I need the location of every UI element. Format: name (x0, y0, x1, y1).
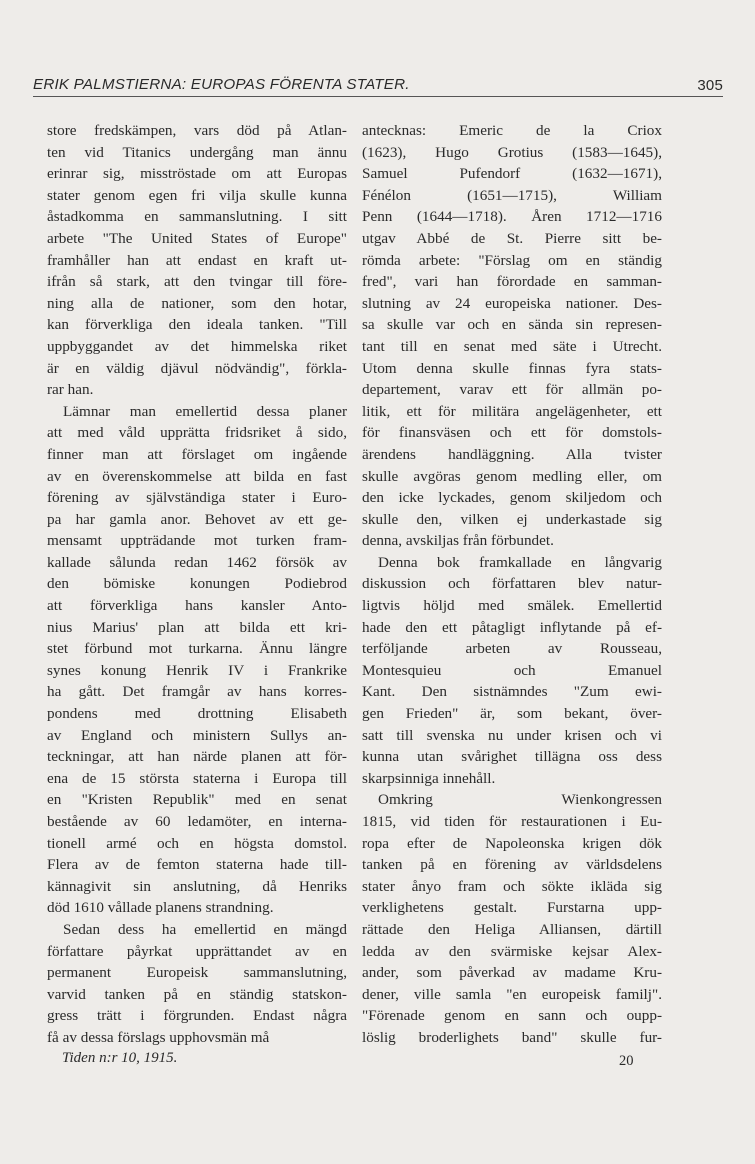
text-line: slutning av 24 europeiska nationer. Des- (362, 294, 662, 312)
running-header (33, 74, 723, 98)
text-line: nius Marius' plan att bilda ett kri- (47, 618, 347, 636)
text-line: diskussion och författaren blev natur- (362, 575, 662, 593)
text-line: att förverkliga hans kansler Anto- (47, 597, 347, 615)
text-line: utgav Abbé de St. Pierre sitt be- (362, 229, 662, 247)
text-line: Montesquieu och Emanuel (362, 661, 662, 679)
text-line: ifrån så stark, att den tvingar till före- (47, 273, 347, 291)
text-line: Kant. Den sistnämndes "Zum ewi- (362, 683, 662, 701)
text-line: författare påyrkat upprättandet av en (47, 942, 347, 960)
text-line: kunna utan svårighet tillägna oss dess (362, 748, 662, 766)
text-line: en "Kristen Republik" med en senat (47, 791, 347, 809)
text-line: skulle den, vilken ej underkastade sig (362, 510, 662, 528)
page-number: 305 (697, 77, 723, 94)
text-line: stater ånyo fram och sökte ikläda sig (362, 877, 662, 895)
text-line: framhåller han att endast en kraft ut- (47, 251, 347, 269)
text-line: är en väldig djävul nödvändig", förkla- (47, 359, 347, 377)
text-line: synes konung Henrik IV i Frankrike (47, 661, 347, 679)
text-line: kallade sålunda redan 1462 försök av (47, 553, 347, 571)
text-line: (1623), Hugo Grotius (1583—1645), (362, 143, 662, 161)
text-line: ha gått. Det framgår av hans korres- (47, 683, 347, 701)
text-line: död 1610 vållade planens strandning. (47, 899, 274, 917)
text-line: Denna bok framkallade en långvarig (378, 553, 662, 571)
text-line: bestående av 60 ledamöter, en interna- (47, 813, 347, 830)
text-line: rar han. (47, 381, 94, 399)
text-line: permanent Europeisk sammanslutning, (47, 964, 347, 982)
text-line: tanken på en förening av världsdelens (362, 856, 662, 874)
text-line: åstadkomma en sammanslutning. I sitt (47, 208, 347, 226)
text-line: pa har gamla anor. Behovet av ett ge- (47, 510, 347, 528)
text-line: kännagivit sin anslutning, då Henriks (47, 877, 347, 895)
text-line: tant till en senat med säte i Utrecht. (362, 337, 662, 355)
text-line: löslig broderlighets band" skulle fur- (362, 1028, 662, 1046)
text-line: ander, som påverkad av madame Kru- (362, 964, 662, 982)
text-line: förening av självständiga stater i Euro- (47, 489, 347, 507)
text-line: kan förverkliga den ideala tanken. "Till (47, 316, 347, 334)
text-line: tionell armé och en högsta domstol. (47, 834, 347, 852)
text-line: av en överenskommelse att bilda en fast (47, 467, 347, 485)
text-line: Omkring Wienkongressen (378, 791, 662, 809)
text-line: terföljande arbeten av Rousseau, (362, 640, 662, 658)
text-line: Flera av de femton staterna hade till- (47, 856, 347, 874)
text-line: skulle avgöras genom medling eller, om (362, 467, 662, 485)
text-line: arbete "The United States of Europe" (47, 229, 347, 247)
text-line: den bömiske konungen Podiebrod (47, 575, 347, 593)
signature-number: 20 (619, 1053, 634, 1069)
text-line: ena de 15 största staterna i Europa till (47, 769, 347, 787)
text-line: teckningar, att han närde planen att för- (47, 748, 347, 766)
text-line: stater genom egen fri vilja skulle kunna (47, 186, 347, 204)
text-line: ligtvis höljd med smälek. Emellertid (362, 597, 662, 615)
text-line: "Förenade genom en sann och oupp- (362, 1007, 662, 1025)
text-line: antecknas: Emeric de la Criox (362, 122, 662, 139)
text-line: pondens med drottning Elisabeth (47, 705, 347, 723)
text-line: få av dessa förslags upphovsmän må (47, 1028, 270, 1046)
text-line: erinrar sig, misströstade om att Europas (47, 165, 347, 183)
text-line: stet förbund mot turkarna. Ännu längre (47, 640, 347, 658)
text-line: store fredskämpen, vars död på Atlan- (47, 122, 347, 139)
right-text-column (362, 120, 662, 1049)
text-line: den icke lyckades, genom skiljedom och (362, 489, 662, 507)
text-line: skarpsinniga innehåll. (362, 769, 496, 787)
text-line: att med våld upprätta fridsriket å sido, (47, 424, 347, 442)
text-line: ropa efter de Napoleonska krigen dök (362, 834, 662, 852)
running-title: ERIK PALMSTIERNA: EUROPAS FÖRENTA STATER. (33, 76, 410, 93)
text-line: departement, varav ett för allmän po- (362, 381, 662, 399)
source-footnote: Tiden n:r 10, 1915. (62, 1050, 178, 1066)
text-line: av England och ministern Sullys an- (47, 726, 347, 744)
text-line: hade den ett påtagligt inflytande på ef- (362, 618, 662, 636)
text-line: finner man att förslaget om ingående (47, 445, 347, 463)
text-line: för finansväsen och ett för domstols- (362, 424, 662, 442)
text-line: gress trätt i förgrunden. Endast några (47, 1007, 347, 1025)
text-line: Fénélon (1651—1715), William (362, 186, 662, 204)
text-line: sa skulle var och en sända sin represen- (362, 316, 662, 334)
text-line: satt till svenska nu under krisen och vi (362, 726, 662, 744)
text-line: römda arbete: "Förslag om en ständig (362, 251, 662, 269)
text-line: ten vid Titanics undergång man ännu (47, 143, 347, 161)
text-line: fred", vari han förordade en samman- (362, 273, 662, 291)
text-line: ärendens handläggning. Alla tvister (362, 445, 662, 463)
text-line: mensamt uppträdande mot turken fram- (47, 532, 347, 550)
text-line: Penn (1644—1718). Åren 1712—1716 (362, 208, 662, 226)
left-text-column (47, 120, 347, 1049)
text-line: ning alla de nationer, som den hotar, (47, 294, 347, 312)
text-line: denna, avskiljas från förbundet. (362, 532, 554, 550)
text-line: Utom denna skulle finnas fyra stats- (362, 359, 662, 377)
text-line: Sedan dess ha emellertid en mängd (63, 920, 347, 938)
text-line: 1815, vid tiden för restaurationen i Eu- (362, 813, 662, 830)
text-line: verklighetens gestalt. Furstarna upp- (362, 899, 662, 917)
text-line: uppbyggandet av det himmelska riket (47, 337, 347, 355)
text-line: varvid tanken på en ständig statskon- (47, 985, 347, 1003)
text-line: ledda av den svärmiske kejsar Alex- (362, 942, 662, 960)
text-line: rättade den Heliga Alliansen, därtill (362, 920, 662, 938)
text-line: Lämnar man emellertid dessa planer (63, 402, 347, 420)
text-line: litik, ett för militära angelägenheter, ett (362, 402, 662, 420)
text-line: dener, ville samla "en europeisk familj". (362, 985, 662, 1003)
header-rule (33, 96, 723, 97)
text-line: Samuel Pufendorf (1632—1671), (362, 165, 662, 183)
text-line: gen Frieden" är, som bekant, över- (362, 705, 662, 723)
